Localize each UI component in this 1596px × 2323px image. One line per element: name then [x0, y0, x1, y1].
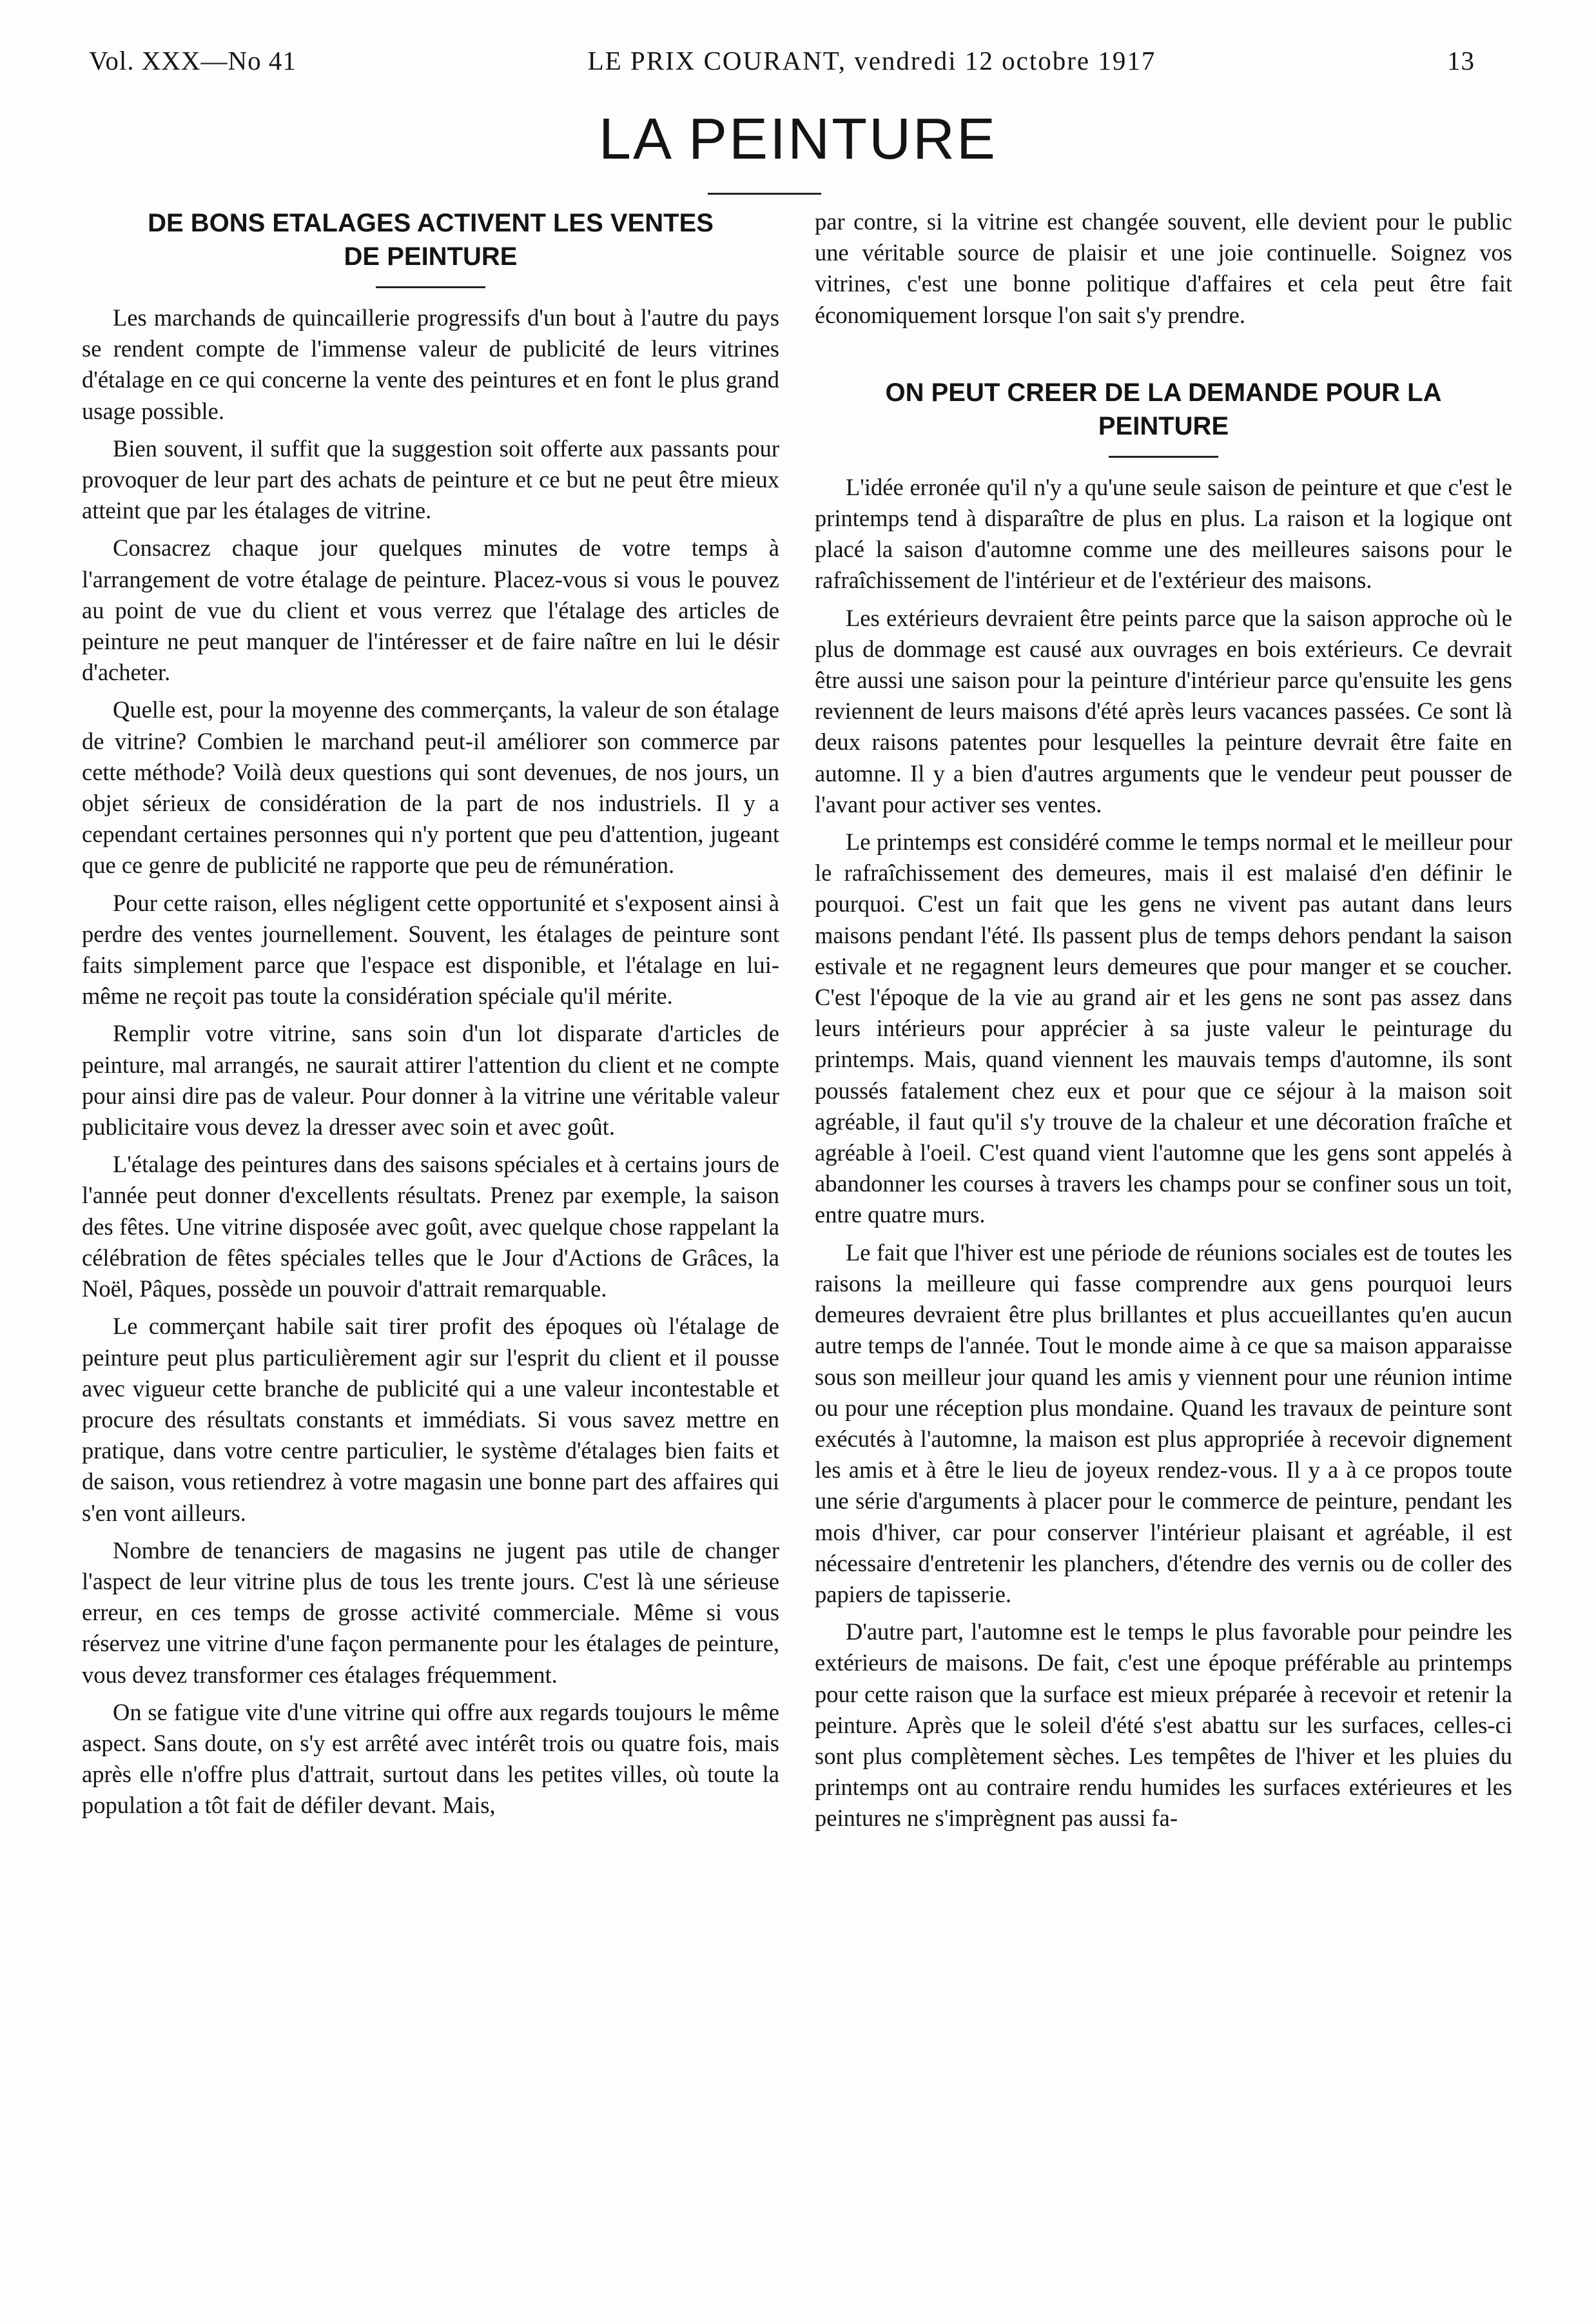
article2-paragraph: Le printemps est considéré comme le temps normal et le meilleur pour le rafraîchissement des demeures, mais il est malaisé d'en définir le pourquoi. C'est un fait que les gens ne vivent pas autant dans leurs maisons pendant l'été. Ils passent plus de temps dehors pendant la saison estivale et ne regagnent leurs demeures que pour manger et se coucher. C'est l'époque de la vie au grand air et les gens ne sont pas assez dans leurs intérieurs pour apprécier à sa juste valeur le peinturage du printemps. Mais, quand viennent les mauvais temps d'automne, ils sont poussés fatalement chez eux et pour que ce séjour à la maison soit agréable, il faut qu'il s'y trouve de la chaleur et une décoration fraîche et agréable à l'oeil. C'est quand vient l'automne que les gens sont appelés à abandonner les courses à travers les champs pour se confiner sous un toit, entre quatre murs.	[815, 828, 1512, 1228]
publication-date-line: LE PRIX COURANT, vendredi 12 octobre 1917	[587, 46, 1156, 75]
article2-rule	[1109, 456, 1218, 458]
article1-paragraph: Pour cette raison, elles négligent cette opportunité et s'exposent ainsi à perdre des ventes journellement. Souvent, les étalages de peinture sont faits simplement parce que l'espace est disponible, et l'étalage en lui-même ne reçoit pas toute la considération spéciale qu'il mérite.	[82, 889, 779, 1010]
article1-paragraph: Quelle est, pour la moyenne des commerçants, la valeur de son étalage de vitrine? Combien le marchand peut-il améliorer son commerce par cette méthode? Voilà deux questions qui sont devenues, de nos jours, un objet sérieux de considération de la part de nos industriels. Il y a cependant certaines personnes qui n'y portent que peu d'attention, jugeant que ce genre de publicité ne rapporte que peu de rémunération.	[82, 696, 779, 879]
article1-paragraph: Remplir votre vitrine, sans soin d'un lot disparate d'articles de peinture, mal arrangés, ne saurait attirer l'attention du client et ne compte pour ainsi dire pas de valeur. Pour donner à la vitrine une véritable valeur publicitaire vous devez la dresser avec soin et avec goût.	[82, 1020, 779, 1141]
article1-continuation-block	[815, 206, 1512, 331]
article1-headline-line2: DE PEINTURE	[344, 242, 518, 271]
article1-paragraph: On se fatigue vite d'une vitrine qui offre aux regards toujours le même aspect. Sans doute, on s'y est arrêté avec intérêt trois ou quatre fois, mais après elle n'offre plus d'attrait, surtout dans les petites villes, où toute la population a tôt fait de défiler devant. Mais,	[82, 1698, 779, 1819]
article2-paragraph: Le fait que l'hiver est une période de réunions sociales est de toutes les raisons la meilleure qui fasse comprendre aux gens pourquoi leurs demeures devraient être plus brillantes et plus accueillantes qu'en aucun autre temps de l'année. Tout le monde aime à ce que sa maison apparaisse sous son meilleur jour quand les amis y viennent pour une réunion intime ou pour une réception plus mondaine. Quand les travaux de peinture sont exécutés à l'automne, la maison est plus appropriée à recevoir dignement les amis et à être le lieu de joyeux rendez-vous. Il y a à ce propos toute une série d'arguments à placer pour le commerce de peinture, pendant les mois d'hiver, car pour conserver l'intérieur plaisant et agréable, il est nécessaire d'entretenir les planchers, d'étendre des vernis ou de coller des papiers de tapisserie.	[815, 1239, 1512, 1607]
page-number: 13	[1446, 46, 1475, 75]
volume-number: Vol. XXX—No 41	[89, 46, 297, 75]
left-column	[82, 206, 779, 1828]
article1-paragraph: Consacrez chaque jour quelques minutes de votre temps à l'arrangement de votre étalage de peinture. Placez-vous si vous le pouvez au point de vue du client et vous verrez que l'étalage des articles de peinture ne peut manquer de l'intéresser et de faire naître en lui le désir d'acheter.	[82, 534, 779, 686]
article1-paragraph: Les marchands de quincaillerie progressifs d'un bout à l'autre du pays se rendent compte de l'immense valeur de publicité de leurs vitrines d'étalage en ce qui concerne la vente des peintures et en font le plus grand usage possible.	[82, 304, 779, 424]
article1-paragraph: Bien souvent, il suffit que la suggestion soit offerte aux passants pour provoquer de leur part des achats de peinture et ce but ne peut être mieux atteint que par les étalages de vitrine.	[82, 435, 779, 524]
article2-paragraph: L'idée erronée qu'il n'y a qu'une seule saison de peinture et que c'est le printemps tend à disparaître de plus en plus. La raison et la logique ont placé la saison d'automne comme une des meilleures saisons pour le rafraîchissement de l'intérieur et de l'extérieur des maisons.	[815, 473, 1512, 594]
section-title: LA PEINTURE	[598, 107, 998, 172]
article1-rule	[376, 286, 485, 288]
article2-headline-line1: ON PEUT CREER DE LA DEMANDE POUR LA	[885, 378, 1442, 407]
article2-paragraph: D'autre part, l'automne est le temps le plus favorable pour peindre les extérieurs de maisons. De fait, c'est une époque préférable au printemps pour cette raison que la surface est mieux préparée à recevoir et retenir la peinture. Après que le soleil d'été s'est abattu sur les surfaces, celles-ci sont plus complètement sèches. Les tempêtes de l'hiver et les pluies du printemps ont au contraire rendu humides les surfaces extérieures et les peintures ne s'imprègnent pas aussi fa-	[815, 1618, 1512, 1832]
title-rule	[708, 193, 821, 195]
article1-paragraph: Nombre de tenanciers de magasins ne jugent pas utile de changer l'aspect de leur vitrine plus de tous les trente jours. C'est là une sérieuse erreur, en ces temps de grosse activité commerciale. Même si vous réservez une vitrine d'une façon permanente pour les étalages de peinture, vous devez transformer ces étalages fréquemment.	[82, 1536, 779, 1688]
article1-headline	[82, 206, 779, 273]
article2-headline-line2: PEINTURE	[1098, 411, 1229, 440]
right-column	[815, 206, 1512, 1841]
running-header	[89, 45, 1475, 84]
article1-continuation: par contre, si la vitrine est changée souvent, elle devient pour le public une véritable source de plaisir et une joie continuelle. Soignez vos vitrines, c'est une bonne politique d'affaires et cela peut être fait économiquement lorsque l'on sait s'y prendre.	[815, 208, 1512, 328]
article2-headline	[815, 376, 1512, 443]
article2-paragraph: Les extérieurs devraient être peints parce que la saison approche où le plus de dommage est causé aux ouvrages en bois extérieurs. Ce devrait être aussi une saison pour la peinture d'intérieur parce qu'ensuite les gens reviennent de leurs maisons d'été après leurs vacances passées. Ce sont là deux raisons patentes pour lesquelles la peinture devrait être faite en automne. Il y a bien d'autres arguments que le vendeur peut pousser de l'avant pour activer ses ventes.	[815, 604, 1512, 818]
article1-paragraph: Le commerçant habile sait tirer profit des époques où l'étalage de peinture peut plus particulièrement agir sur l'esprit du client et il pousse avec vigueur cette branche de publicité qui a une valeur incontestable et procure des résultats constants et immédiats. Si vous savez mettre en pratique, dans votre centre particulier, le système d'étalages bien faits et de saison, vous retiendrez à votre magasin une bonne part des affaires qui s'en vont ailleurs.	[82, 1313, 779, 1526]
column-spacer	[815, 337, 1512, 376]
article1-paragraph: L'étalage des peintures dans des saisons spéciales et à certains jours de l'année peut donner d'excellents résultats. Prenez par exemple, la saison des fêtes. Une vitrine disposée avec goût, avec quelque chose rappelant la célébration de fêtes spéciales telles que le Jour d'Actions de Grâces, la Noël, Pâques, possède un pouvoir d'attrait remarquable.	[82, 1151, 779, 1302]
article1-headline-line1: DE BONS ETALAGES ACTIVENT LES VENTES	[148, 209, 714, 237]
